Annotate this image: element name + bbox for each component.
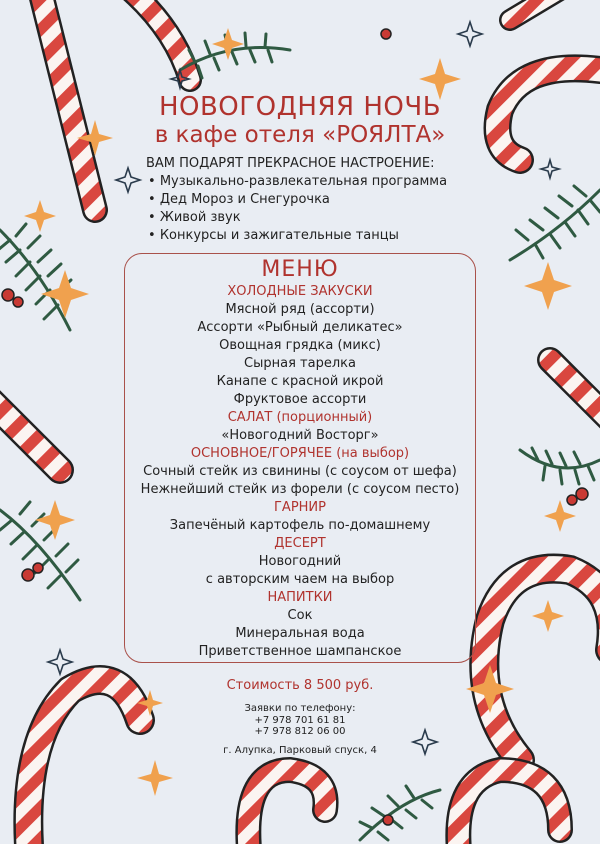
price-text: Стоимость 8 500 руб. bbox=[226, 678, 374, 693]
intro-block bbox=[146, 155, 447, 245]
menu-item: Сырная тарелка bbox=[244, 356, 356, 371]
section-title: ХОЛОДНЫЕ ЗАКУСКИ bbox=[227, 284, 373, 299]
menu-item: Нежнейший стейк из форели (с соусом песто) bbox=[140, 482, 460, 497]
menu-item: Сочный стейк из свинины (с соусом от шефа) bbox=[143, 464, 457, 479]
menu-item: Запечёный картофель по-домашнему bbox=[169, 518, 431, 533]
menu-block bbox=[120, 258, 480, 661]
event-title: НОВОГОДНЯЯ НОЧЬ bbox=[158, 92, 442, 122]
menu-item: «Новогодний Восторг» bbox=[221, 428, 379, 443]
menu-item: Минеральная вода bbox=[235, 626, 365, 641]
menu-heading: МЕНЮ bbox=[261, 257, 339, 282]
list-item: • Дед Мороз и Снегурочка bbox=[146, 191, 447, 209]
menu-item: Овощная грядка (микс) bbox=[219, 338, 381, 353]
section-title: ДЕСЕРТ bbox=[274, 536, 326, 551]
section-title: САЛАТ (порционный) bbox=[227, 410, 373, 425]
list-item: • Конкурсы и зажигательные танцы bbox=[146, 227, 447, 245]
menu-item: Ассорти «Рыбный деликатес» bbox=[197, 320, 403, 335]
intro-list bbox=[146, 173, 447, 245]
menu-item: с авторским чаем на выбор bbox=[205, 572, 395, 587]
menu-item: Канапе с красной икрой bbox=[216, 374, 384, 389]
menu-item: Сок bbox=[287, 608, 313, 623]
section-title: ГАРНИР bbox=[274, 500, 326, 515]
contacts-block bbox=[0, 703, 600, 738]
list-item: • Музыкально-развлекательная программа bbox=[146, 173, 447, 191]
phone-number[interactable]: +7 978 701 61 81 bbox=[254, 714, 346, 726]
section-title: НАПИТКИ bbox=[267, 590, 333, 605]
menu-item: Новогодний bbox=[258, 554, 342, 569]
intro-heading: ВАМ ПОДАРЯТ ПРЕКРАСНОЕ НАСТРОЕНИЕ: bbox=[146, 156, 435, 171]
phone-number[interactable]: +7 978 812 06 00 bbox=[254, 726, 346, 737]
menu-item: Фруктовое ассорти bbox=[233, 392, 367, 407]
section-title: ОСНОВНОЕ/ГОРЯЧЕЕ (на выбор) bbox=[190, 446, 410, 461]
list-item: • Живой звук bbox=[146, 209, 447, 227]
menu-item: Мясной ряд (ассорти) bbox=[225, 302, 375, 317]
address-text: г. Алупка, Парковый спуск, 4 bbox=[223, 745, 377, 756]
venue-subtitle: в кафе отеля «РОЯЛТА» bbox=[154, 122, 446, 148]
menu-item: Приветственное шампанское bbox=[198, 644, 402, 659]
contacts-label: Заявки по телефону: bbox=[244, 703, 356, 714]
